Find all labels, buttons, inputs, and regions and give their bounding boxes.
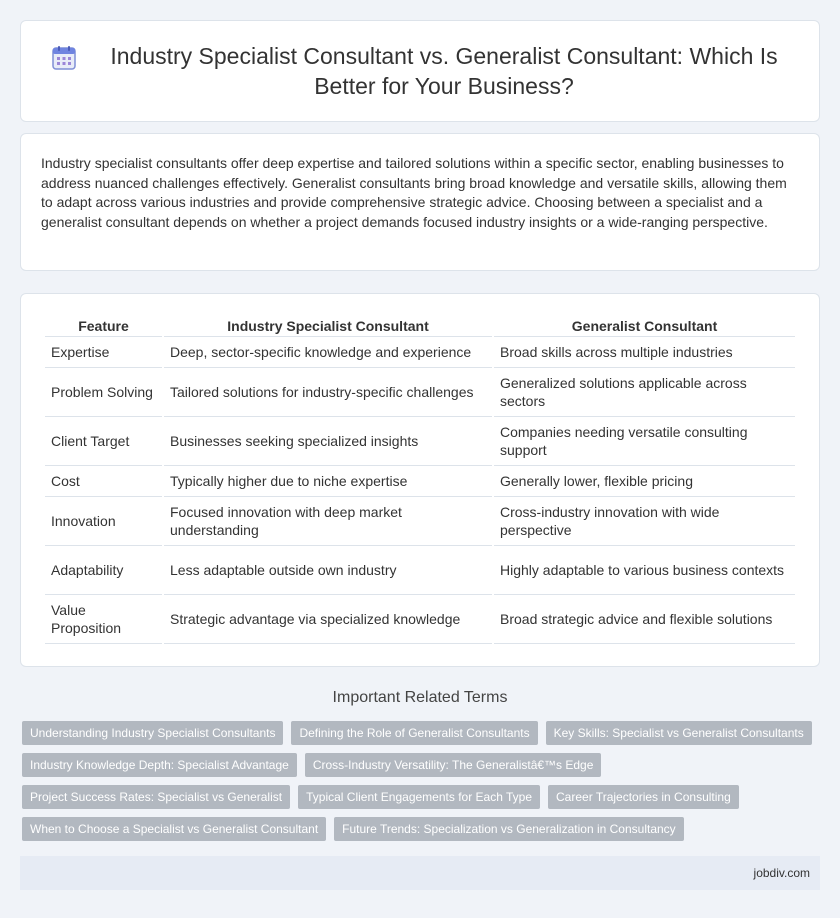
table-row	[45, 466, 795, 497]
related-term-tag[interactable]: Industry Knowledge Depth: Specialist Advantage	[22, 753, 297, 777]
table-row	[45, 497, 795, 546]
related-term-tag[interactable]: Future Trends: Specialization vs Generalization in Consultancy	[334, 817, 684, 841]
table-cell-feature: Problem Solving	[45, 368, 162, 417]
table-cell-feature: Cost	[45, 466, 162, 497]
comparison-table	[43, 314, 797, 644]
comparison-table-card	[20, 293, 820, 667]
table-cell-specialist: Focused innovation with deep market understanding	[164, 497, 492, 546]
table-cell-feature: Expertise	[45, 337, 162, 368]
related-term-tag[interactable]: Key Skills: Specialist vs Generalist Consultants	[546, 721, 812, 745]
table-cell-generalist: Generally lower, flexible pricing	[494, 466, 795, 497]
related-terms-list	[22, 721, 820, 849]
table-cell-feature: Adaptability	[45, 546, 162, 595]
header-feature: Feature	[45, 314, 162, 337]
table-cell-generalist: Highly adaptable to various business contexts	[494, 546, 795, 595]
table-header-row	[45, 314, 795, 337]
table-cell-feature: Innovation	[45, 497, 162, 546]
header-specialist: Industry Specialist Consultant	[164, 314, 492, 337]
related-term-tag[interactable]: Understanding Industry Specialist Consultants	[22, 721, 283, 745]
table-cell-specialist: Typically higher due to niche expertise	[164, 466, 492, 497]
related-term-tag[interactable]: Cross-Industry Versatility: The Generalistâ€™s Edge	[305, 753, 602, 777]
related-term-tag[interactable]: Defining the Role of Generalist Consultants	[291, 721, 537, 745]
table-row	[45, 417, 795, 466]
footer	[20, 856, 820, 890]
table-cell-generalist: Cross-industry innovation with wide perspective	[494, 497, 795, 546]
related-term-tag[interactable]: Typical Client Engagements for Each Type	[298, 785, 540, 809]
related-term-tag[interactable]: When to Choose a Specialist vs Generalist Consultant	[22, 817, 326, 841]
header-generalist: Generalist Consultant	[494, 314, 795, 337]
related-term-tag[interactable]: Career Trajectories in Consulting	[548, 785, 739, 809]
table-cell-specialist: Businesses seeking specialized insights	[164, 417, 492, 466]
table-cell-feature: Value Proposition	[45, 595, 162, 644]
table-cell-specialist: Strategic advantage via specialized knowledge	[164, 595, 492, 644]
table-row	[45, 337, 795, 368]
related-terms-title: Important Related Terms	[332, 689, 508, 706]
table-cell-feature: Client Target	[45, 417, 162, 466]
table-cell-specialist: Deep, sector-specific knowledge and experience	[164, 337, 492, 368]
table-row	[45, 368, 795, 417]
table-row	[45, 595, 795, 644]
table-cell-generalist: Broad strategic advice and flexible solutions	[494, 595, 795, 644]
calendar-icon	[51, 45, 77, 71]
table-row	[45, 546, 795, 595]
footer-site-link[interactable]: jobdiv.com	[753, 866, 810, 880]
intro-text: Industry specialist consultants offer deep expertise and tailored solutions within a specific sector, enabling businesses to address nuanced challenges effectively. Generalist consultants bring broad knowledge and versatile skills, allowing them to adapt across various industries and provide comprehensive strategic advice. Choosing between a specialist and a generalist consultant depends on whether a project demands focused industry insights or a wide-ranging perspective.	[41, 155, 787, 230]
table-cell-specialist: Tailored solutions for industry-specific challenges	[164, 368, 492, 417]
table-cell-generalist: Companies needing versatile consulting support	[494, 417, 795, 466]
intro-card	[20, 133, 820, 271]
table-cell-generalist: Broad skills across multiple industries	[494, 337, 795, 368]
related-term-tag[interactable]: Project Success Rates: Specialist vs Generalist	[22, 785, 290, 809]
table-cell-specialist: Less adaptable outside own industry	[164, 546, 492, 595]
table-cell-generalist: Generalized solutions applicable across sectors	[494, 368, 795, 417]
page-title: Industry Specialist Consultant vs. Generalist Consultant: Which Is Better for Your Business?	[110, 43, 778, 99]
header-card	[20, 20, 820, 122]
